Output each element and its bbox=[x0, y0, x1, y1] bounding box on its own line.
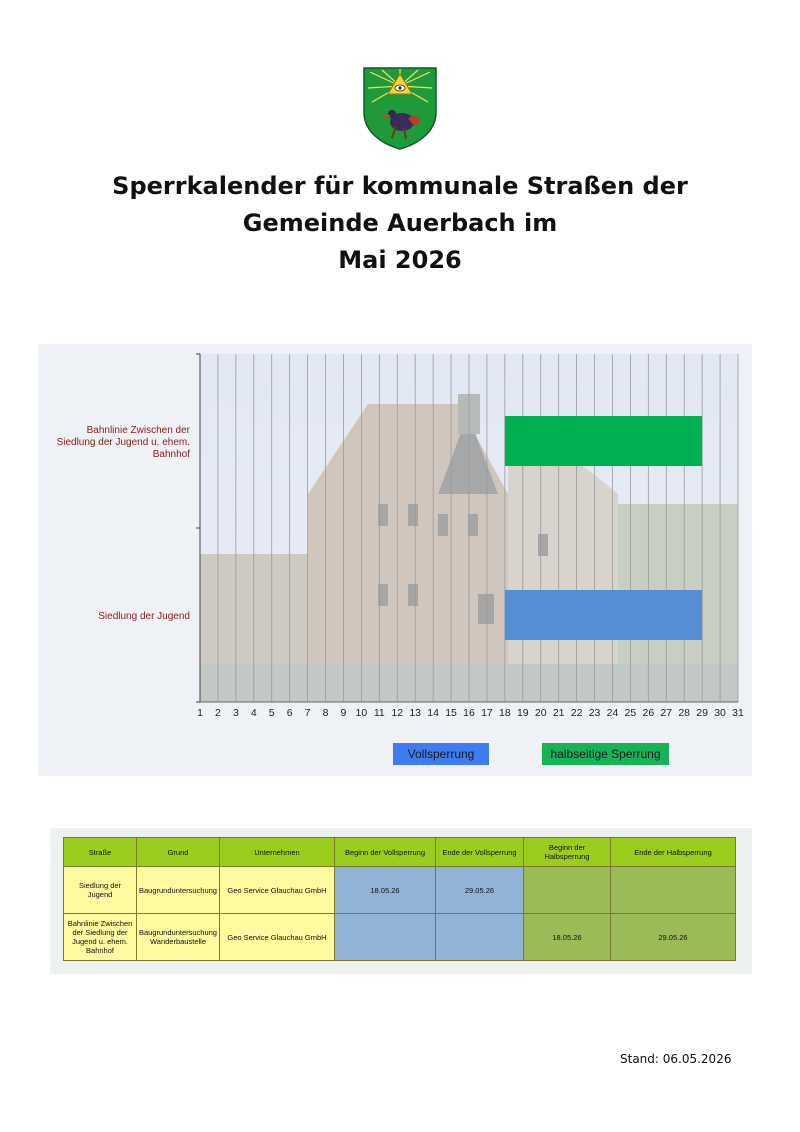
category-label: Siedlung der Jugend u. ehem. bbox=[56, 437, 190, 448]
gantt-chart bbox=[38, 344, 752, 776]
x-tick-label: 27 bbox=[660, 707, 673, 719]
x-tick-label: 24 bbox=[606, 707, 619, 719]
x-tick-label: 17 bbox=[481, 707, 493, 719]
table-row bbox=[64, 867, 736, 914]
header-beginn-voll: Beginn der Vollsperrung bbox=[334, 838, 435, 867]
x-tick-label: 18 bbox=[499, 707, 511, 719]
cell-beginn-halb bbox=[523, 867, 610, 914]
category-label: Bahnhof bbox=[152, 449, 190, 460]
cell-beginn-voll: 18.05.26 bbox=[334, 867, 435, 914]
cell-beginn-halb: 18.05.26 bbox=[523, 914, 610, 961]
cell-ende-voll bbox=[435, 914, 523, 961]
cell-strasse: Siedlung der Jugend bbox=[64, 867, 137, 914]
bar-full-closure bbox=[505, 590, 702, 640]
x-tick-label: 22 bbox=[570, 707, 583, 719]
x-tick-label: 25 bbox=[624, 707, 637, 719]
x-tick-label: 23 bbox=[588, 707, 601, 719]
x-tick-label: 6 bbox=[286, 707, 293, 719]
header-beginn-halb: Beginn der Halbsperrung bbox=[523, 838, 610, 867]
x-tick-label: 2 bbox=[215, 707, 221, 719]
x-tick-label: 1 bbox=[197, 707, 203, 719]
x-tick-label: 14 bbox=[427, 707, 439, 719]
x-tick-label: 29 bbox=[696, 707, 708, 719]
cell-beginn-voll bbox=[334, 914, 435, 961]
cell-ende-voll: 29.05.26 bbox=[435, 867, 523, 914]
status-date: Stand: 06.05.2026 bbox=[620, 1052, 732, 1066]
coat-of-arms-icon bbox=[362, 66, 438, 150]
closure-table bbox=[63, 837, 736, 961]
x-tick-label: 31 bbox=[732, 707, 744, 719]
legend-half-closure: halbseitige Sperrung bbox=[542, 743, 669, 765]
x-tick-label: 4 bbox=[250, 707, 257, 719]
x-tick-label: 7 bbox=[304, 707, 311, 719]
header-ende-voll: Ende der Vollsperrung bbox=[435, 838, 523, 867]
x-tick-label: 5 bbox=[268, 707, 275, 719]
cell-unternehmen: Geo Service Glauchau GmbH bbox=[219, 914, 334, 961]
x-tick-label: 30 bbox=[714, 707, 726, 719]
cell-grund: Baugrunduntersuchung Wanderbaustelle bbox=[137, 914, 220, 961]
category-label: Bahnlinie Zwischen der bbox=[86, 425, 190, 436]
x-axis-ticks bbox=[197, 707, 744, 719]
legend-full-closure: Vollsperrung bbox=[393, 743, 489, 765]
cell-strasse: Bahnlinie Zwischen der Siedlung der Jugend u. ehem. Bahnhof bbox=[64, 914, 137, 961]
x-tick-label: 13 bbox=[409, 707, 422, 719]
x-tick-label: 8 bbox=[322, 707, 329, 719]
header-unternehmen: Unternehmen bbox=[219, 838, 334, 867]
cell-grund: Baugrunduntersuchung bbox=[137, 867, 220, 914]
title-line-3: Mai 2026 bbox=[338, 246, 462, 274]
table-row bbox=[64, 914, 736, 961]
header-grund: Grund bbox=[137, 838, 220, 867]
page-title bbox=[0, 168, 800, 279]
x-tick-label: 10 bbox=[355, 707, 368, 719]
bar-half-closure bbox=[505, 416, 702, 466]
x-tick-label: 3 bbox=[232, 707, 239, 719]
x-tick-label: 19 bbox=[516, 707, 529, 719]
x-tick-label: 28 bbox=[678, 707, 691, 719]
x-tick-label: 20 bbox=[534, 707, 547, 719]
cell-ende-halb bbox=[610, 867, 735, 914]
x-tick-label: 26 bbox=[642, 707, 655, 719]
header-ende-halb: Ende der Halbsperrung bbox=[610, 838, 735, 867]
title-line-2: Gemeinde Auerbach im bbox=[242, 209, 558, 237]
x-tick-label: 11 bbox=[373, 707, 385, 719]
category-label: Siedlung der Jugend bbox=[98, 611, 190, 622]
x-tick-label: 15 bbox=[445, 707, 457, 719]
x-tick-label: 9 bbox=[340, 707, 347, 719]
header-strasse: Straße bbox=[64, 838, 137, 867]
cell-ende-halb: 29.05.26 bbox=[610, 914, 735, 961]
x-tick-label: 21 bbox=[552, 707, 565, 719]
x-tick-label: 16 bbox=[463, 707, 475, 719]
cell-unternehmen: Geo Service Glauchau GmbH bbox=[219, 867, 334, 914]
y-axis-labels bbox=[57, 425, 191, 622]
x-tick-label: 12 bbox=[391, 707, 404, 719]
closure-chart bbox=[38, 344, 752, 776]
title-line-1: Sperrkalender für kommunale Straßen der bbox=[112, 172, 688, 200]
table-header-row bbox=[64, 838, 736, 867]
